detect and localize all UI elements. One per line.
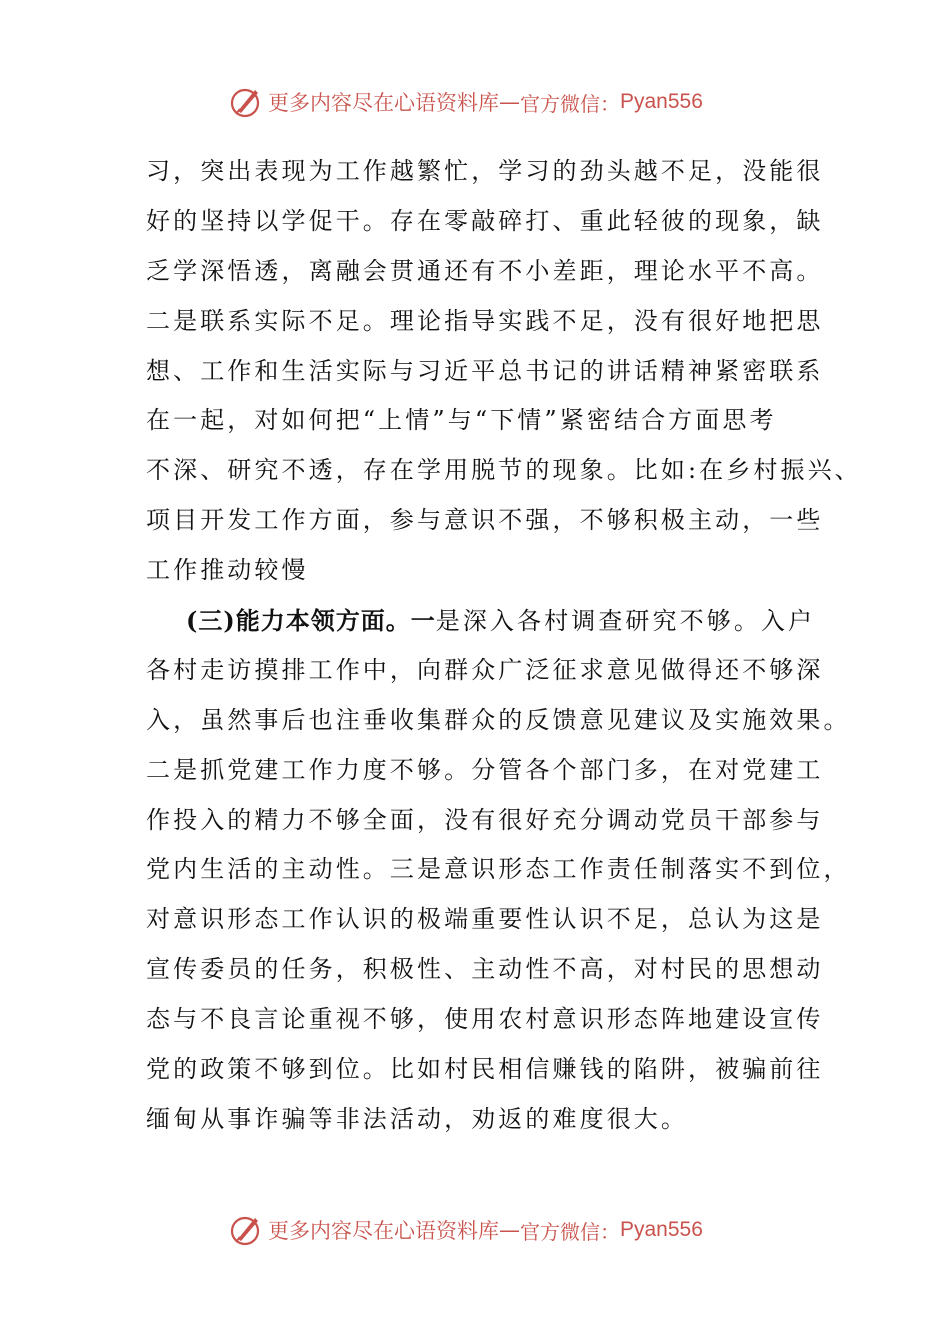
text-line: 入，虽然事后也注垂收集群众的反馈意见建议及实施效果。 xyxy=(146,705,851,734)
banner-wechat-label: 官方微信： xyxy=(520,1219,620,1244)
text-line: 二是联系实际不足。理论指导实践不足，没有很好地把思 xyxy=(146,306,824,335)
text-line: 好的坚持以学促干。存在零敲碎打、重此轻彼的现象，缺 xyxy=(146,206,824,235)
text-line: 习，突出表现为工作越繁忙，学习的劲头越不足，没能很 xyxy=(146,157,824,185)
text-line: 缅甸从事诈骗等非法活动，劝返的难度很大。 xyxy=(146,1104,688,1133)
banner-wechat-label: 官方微信： xyxy=(520,91,620,116)
banner-tagline: 更多内容尽在心语资料库 xyxy=(268,91,499,115)
text-line: 二是抓党建工作力度不够。分管各个部门多，在对党建工 xyxy=(146,755,824,784)
text-line: 作投入的精力不够全面，没有很好充分调动党员干部参与 xyxy=(146,805,824,834)
section-heading-line xyxy=(146,596,826,646)
section-line-rest: 是深入各村调查研究不够。入户 xyxy=(435,607,816,636)
header-banner xyxy=(228,82,703,122)
text-line: 各村走访摸排工作中，向群众广泛征求意见做得还不够深 xyxy=(146,655,824,684)
quill-logo-icon xyxy=(228,1212,264,1248)
text-line: 态与不良言论重视不够，使用农村意识形态阵地建设宣传 xyxy=(146,1005,824,1034)
text-line: 想、工作和生活实际与习近平总书记的讲话精神紧密联系 xyxy=(146,356,824,385)
banner-tagline: 更多内容尽在心语资料库 xyxy=(268,1219,499,1243)
banner-dash: — xyxy=(499,90,520,114)
text-line: 对意识形态工作认识的极端重要性认识不足，总认为这是 xyxy=(146,905,824,934)
section-heading: (三)能力本领方面。 xyxy=(186,606,411,636)
text-line: 工作推动较慢 xyxy=(146,556,309,585)
text-line: 宣传委员的任务，积极性、主动性不高，对村民的思想动 xyxy=(146,955,824,984)
footer-banner xyxy=(228,1210,703,1250)
text-line: 在一起，对如何把“上情”与“下情”紧密结合方面思考 xyxy=(146,406,777,435)
quill-logo-icon xyxy=(228,84,264,120)
banner-wechat-id: Pyan556 xyxy=(620,90,703,113)
banner-wechat-id: Pyan556 xyxy=(620,1218,703,1241)
text-line: 党内生活的主动性。三是意识形态工作责任制落实不到位， xyxy=(146,855,851,884)
section-first-char: 一 xyxy=(410,606,436,636)
text-line: 不深、研究不透，存在学用脱节的现象。比如:在乡村振兴、 xyxy=(146,456,862,485)
banner-dash: — xyxy=(499,1218,520,1242)
text-line: 项目开发工作方面，参与意识不强，不够积极主动，一些 xyxy=(146,506,824,535)
text-line: 党的政策不够到位。比如村民相信赚钱的陷阱，被骗前往 xyxy=(146,1055,824,1084)
document-body xyxy=(146,147,862,1145)
text-line: 乏学深悟透，离融会贯通还有不小差距，理论水平不高。 xyxy=(146,256,824,285)
